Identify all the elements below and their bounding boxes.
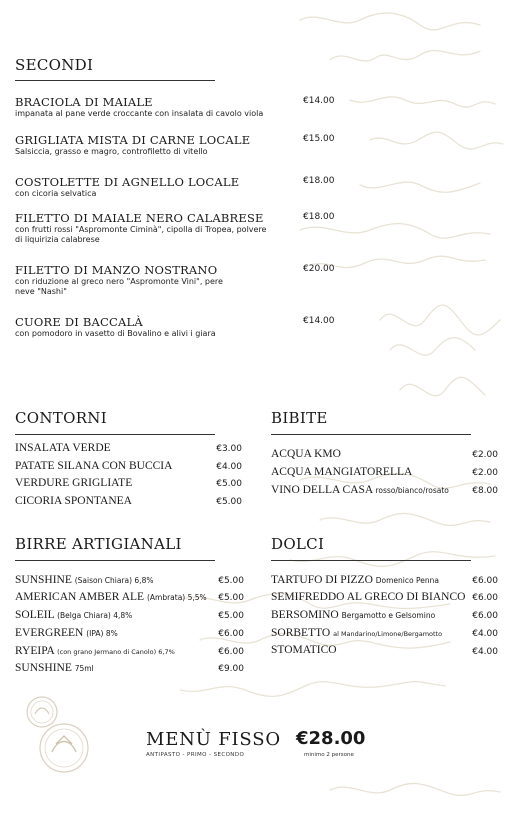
- contorni-divider: [15, 434, 215, 435]
- dolci-item: [271, 609, 435, 623]
- birre-item-name: SOLEIL: [15, 609, 55, 621]
- birre-item-price: €5.00: [218, 611, 244, 621]
- dish-price: €14.00: [303, 96, 335, 106]
- dolci-divider: [271, 560, 471, 561]
- menu-fisso-courses: ANTIPASTO - PRIMO - SECONDO: [146, 752, 245, 758]
- bibite-divider: [271, 434, 471, 435]
- birre-item-note: (Belga Chiara) 4,8%: [57, 611, 133, 620]
- contorni-item-name: VERDURE GRIGLIATE: [15, 477, 133, 489]
- dish-item: [15, 95, 345, 119]
- birre-item-price: €9.00: [218, 664, 244, 674]
- dish-description: con pomodoro in vasetto di Bovalino e alivi i giara: [15, 329, 216, 338]
- dolci-item-name: STOMATICO: [271, 644, 337, 656]
- contorni-item-name: INSALATA VERDE: [15, 442, 111, 454]
- contorni-item-name: PATATE SILANA CON BUCCIA: [15, 460, 173, 472]
- contorni-item-price: €5.00: [216, 479, 242, 489]
- dolci-item: [271, 627, 442, 641]
- dish-price: €20.00: [303, 264, 335, 274]
- birre-item: [15, 645, 175, 659]
- dish-name: CUORE DI BACCALÀ: [15, 315, 143, 329]
- contorni-item-name: CICORIA SPONTANEA: [15, 495, 132, 507]
- dolci-item-note: Domenico Penna: [375, 576, 439, 585]
- crest-icon: [38, 722, 90, 774]
- birre-item: [15, 591, 207, 605]
- contorni-item-price: €3.00: [216, 444, 242, 454]
- dolci-item-name: SEMIFREDDO AL GRECO DI BIANCO: [271, 591, 466, 603]
- dish-item: [15, 211, 345, 245]
- bibite-item: [271, 466, 412, 480]
- dish-description: con cicoria selvatica: [15, 189, 97, 198]
- seal-logo-large: [38, 722, 90, 779]
- birre-divider: [15, 560, 215, 561]
- menu-fisso-title: MENÙ FISSO: [146, 729, 281, 750]
- bibite-item-name: ACQUA KMO: [271, 448, 341, 460]
- dish-description: con frutti rossi "Aspromonte Ciminà", cipolla di Tropea, polvere di liquirizia calabrese: [15, 225, 267, 244]
- dolci-title: DOLCI: [271, 535, 325, 553]
- birre-item-note: (Ambrata) 5,5%: [146, 593, 207, 602]
- birre-item-name: EVERGREEN: [15, 627, 84, 639]
- dolci-item-price: €6.00: [472, 611, 498, 621]
- dolci-item-price: €4.00: [472, 647, 498, 657]
- birre-item-note: 75ml: [74, 664, 94, 673]
- dish-item: [15, 175, 345, 199]
- dish-price: €18.00: [303, 212, 335, 222]
- bibite-item-name: ACQUA MANGIATORELLA: [271, 466, 413, 478]
- bibite-item-price: €2.00: [472, 468, 498, 478]
- dolci-item: [271, 644, 337, 658]
- dolci-item-price: €6.00: [472, 576, 498, 586]
- dish-name: GRIGLIATA MISTA DI CARNE LOCALE: [15, 133, 251, 147]
- birre-item-price: €6.00: [218, 647, 244, 657]
- bibite-item-price: €8.00: [472, 486, 498, 496]
- dish-item: [15, 263, 345, 297]
- menu-fisso-price: €28.00: [296, 728, 366, 749]
- bibite-item-note: rosso/bianco/rosato: [375, 486, 449, 495]
- dolci-item: [271, 591, 465, 605]
- dolci-item-note: al Mandarino/Limone/Bergamotto: [333, 630, 443, 638]
- dolci-item-note: Bergamotto e Gelsomino: [341, 611, 436, 620]
- secondi-divider: [15, 80, 215, 81]
- birre-item-name: SUNSHINE: [15, 574, 72, 586]
- birre-item: [15, 627, 118, 641]
- dish-name: BRACIOLA DI MAIALE: [15, 95, 153, 109]
- dolci-item-name: BERSOMINO: [271, 609, 339, 621]
- birre-item-note: (con grano Jermano di Canolo) 6,7%: [57, 648, 175, 656]
- birre-title: BIRRE ARTIGIANALI: [15, 535, 182, 553]
- birre-item-price: €5.00: [218, 593, 244, 603]
- birre-item: [15, 574, 153, 588]
- secondi-title: SECONDI: [15, 56, 94, 74]
- birre-item: [15, 662, 94, 676]
- birre-item-name: RYEIPA: [15, 645, 55, 657]
- birre-item-name: AMERICAN AMBER ALE: [15, 591, 145, 603]
- dish-description: Salsiccia, grasso e magro, controfiletto di vitello: [15, 147, 208, 156]
- bibite-item: [271, 448, 341, 462]
- bibite-item-name: VINO DELLA CASA: [271, 484, 373, 496]
- dish-price: €14.00: [303, 316, 335, 326]
- dolci-item-name: SORBETTO: [271, 627, 331, 639]
- dolci-item-price: €6.00: [472, 593, 498, 603]
- dish-name: FILETTO DI MANZO NOSTRANO: [15, 263, 218, 277]
- dish-price: €15.00: [303, 134, 335, 144]
- dish-name: FILETTO DI MAIALE NERO CALABRESE: [15, 211, 264, 225]
- dish-description: con riduzione al greco nero "Aspromonte Vini", pere neve "Nashi": [15, 277, 223, 296]
- contorni-title: CONTORNI: [15, 409, 107, 427]
- dolci-item-name: TARTUFO DI PIZZO: [271, 574, 373, 586]
- dish-price: €18.00: [303, 176, 335, 186]
- dolci-item: [271, 574, 439, 588]
- dolci-item-price: €4.00: [472, 629, 498, 639]
- bibite-item: [271, 484, 449, 498]
- birre-item-note: (Saison Chiara) 6,8%: [74, 576, 154, 585]
- birre-item-price: €6.00: [218, 629, 244, 639]
- birre-item-price: €5.00: [218, 576, 244, 586]
- dish-name: COSTOLETTE DI AGNELLO LOCALE: [15, 175, 240, 189]
- birre-item-name: SUNSHINE: [15, 662, 72, 674]
- bibite-title: BIBITE: [271, 409, 328, 427]
- birre-item: [15, 609, 132, 623]
- bibite-item-price: €2.00: [472, 450, 498, 460]
- dish-item: [15, 315, 345, 339]
- dish-item: [15, 133, 345, 157]
- birre-item-note: (IPA) 8%: [86, 629, 118, 638]
- contorni-item-price: €4.00: [216, 462, 242, 472]
- contorni-item-price: €5.00: [216, 497, 242, 507]
- menu-fisso-minimum: minimo 2 persone: [304, 752, 354, 758]
- dish-description: impanata al pane verde croccante con insalata di cavolo viola: [15, 109, 264, 118]
